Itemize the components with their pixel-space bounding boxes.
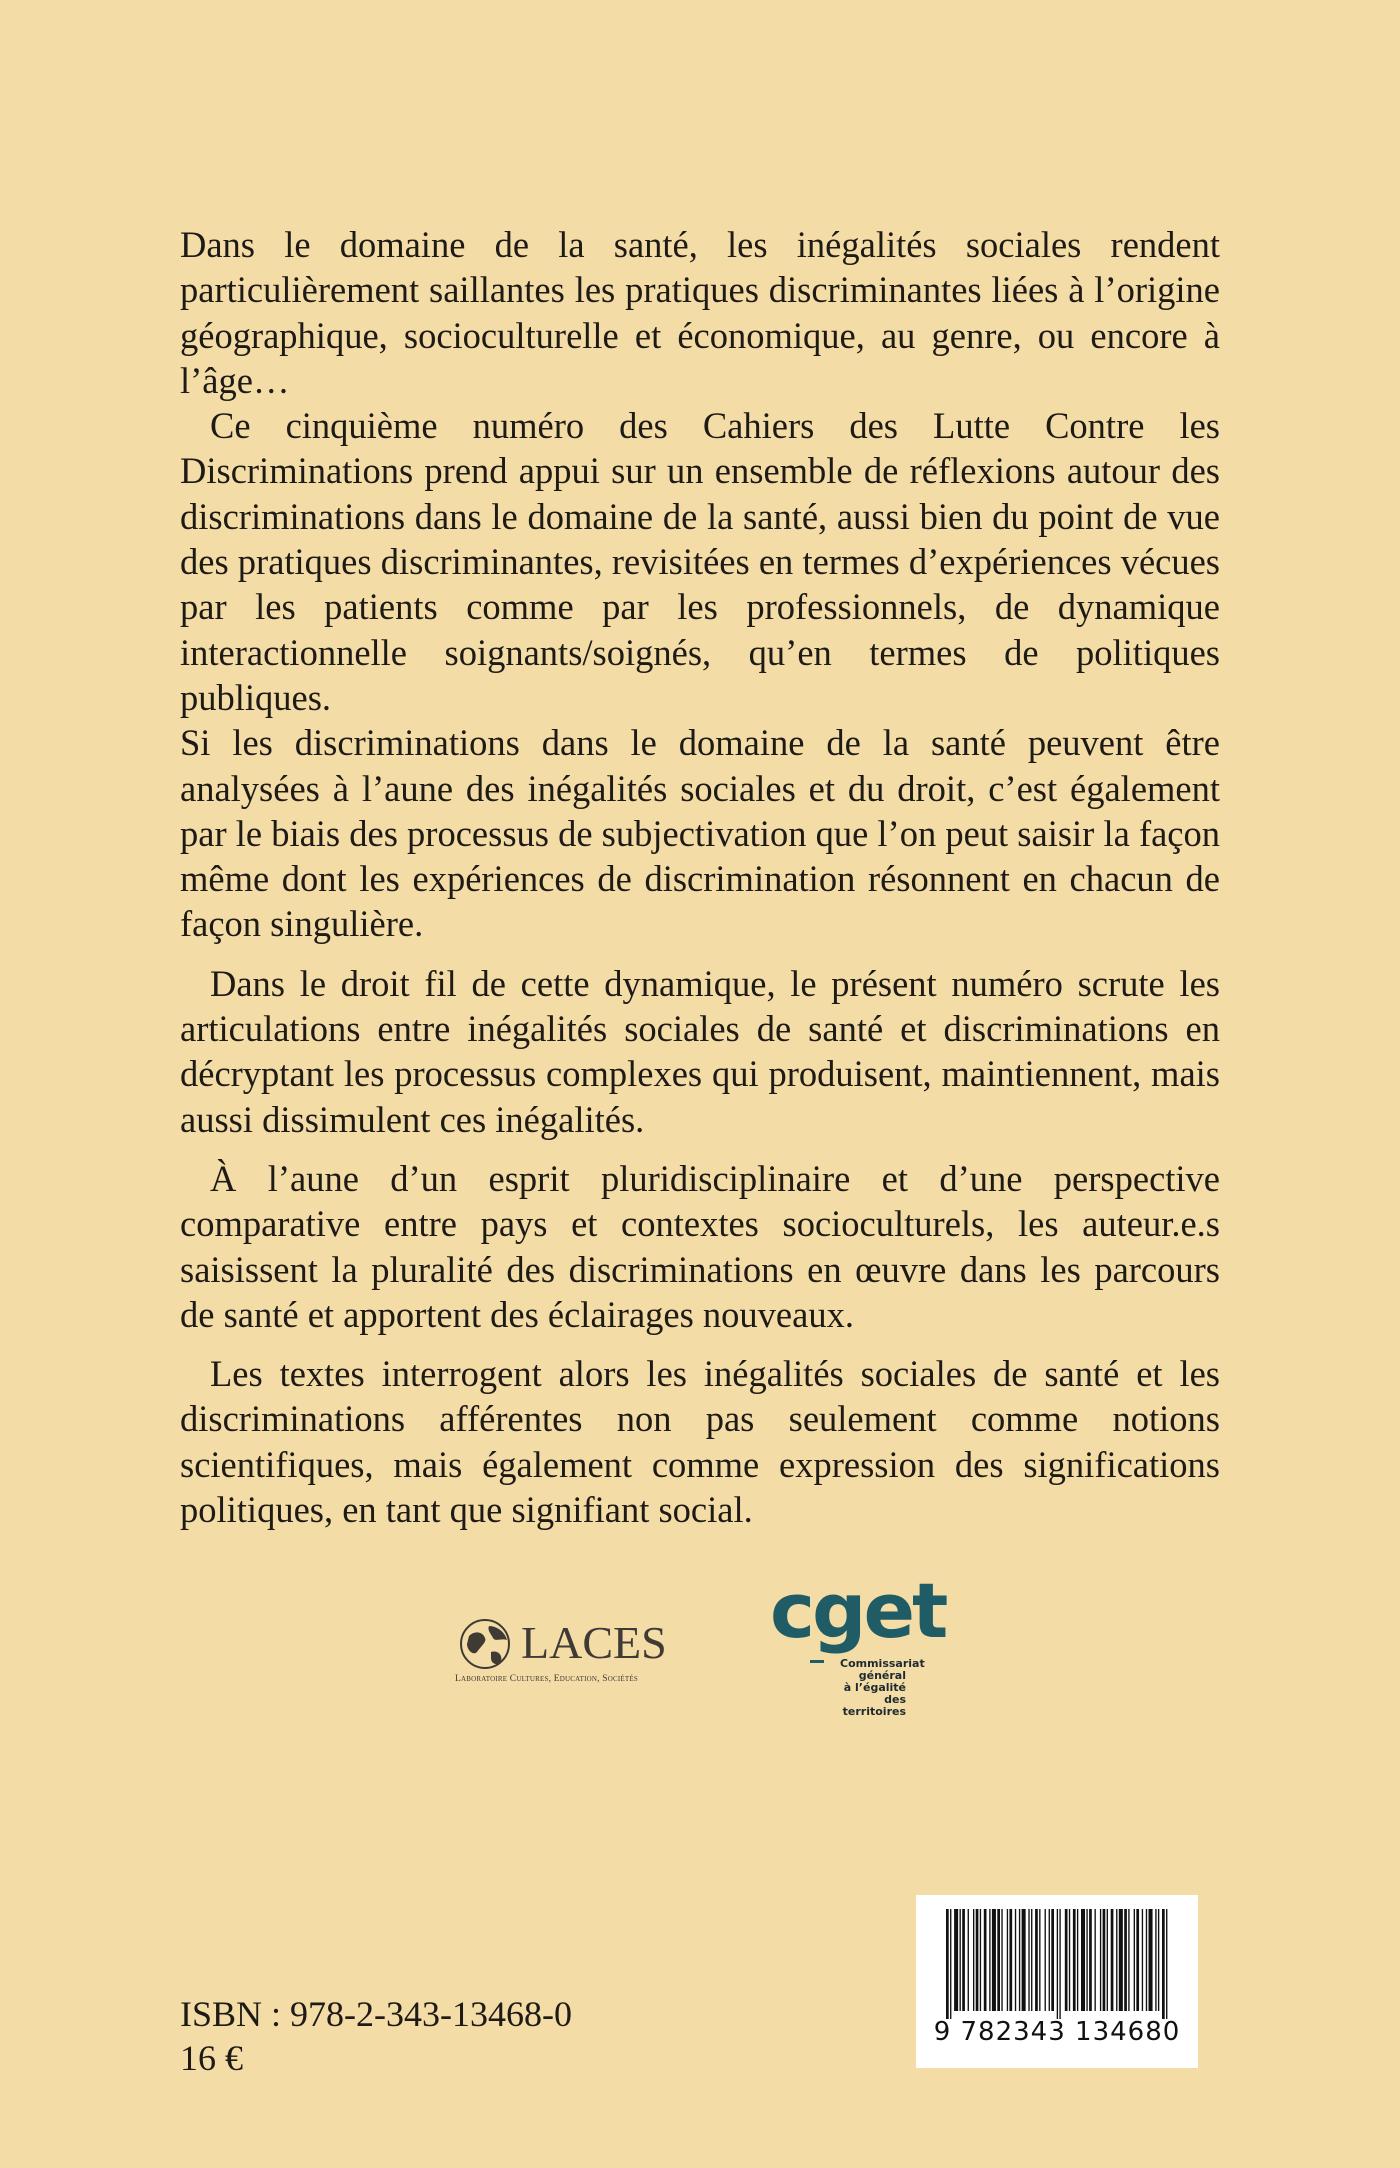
barcode-bars xyxy=(946,1909,1168,2019)
barcode-bar xyxy=(1039,1909,1040,2011)
barcode-bar xyxy=(1022,1909,1026,2011)
barcode-bar xyxy=(976,1909,979,2011)
paragraph-conclusion: Les textes interrogent alors les inégalités sociales de santé et les discriminations afférentes non pas seulement comme notions scientifiques, mais également comme expression des significations politiques, en tant que signifiant social. xyxy=(180,1353,1220,1531)
barcode-bar xyxy=(960,1909,961,2011)
cget-tagline-line: Commissariat xyxy=(840,1657,925,1670)
barcode-digits: 9 782343 134680 xyxy=(933,2017,1181,2047)
cget-tagline xyxy=(840,1657,925,1718)
price: 16 € xyxy=(180,2038,243,2078)
barcode-bar xyxy=(1142,1909,1143,2011)
cget-wordmark: cget xyxy=(770,1566,946,1655)
laces-logo xyxy=(455,1612,715,1692)
barcode-bar xyxy=(968,1909,969,2011)
barcode-bar xyxy=(1065,1909,1068,2011)
laces-name: LACES xyxy=(521,1617,667,1668)
barcode-bar xyxy=(1128,1909,1129,2011)
barcode-bar xyxy=(1051,1909,1054,2011)
barcode-bar xyxy=(1031,1909,1032,2011)
barcode-bar xyxy=(1035,1909,1038,2011)
paragraph-issue-description: Ce cinquième numéro des Cahiers des Lutte Contre les Discriminations prend appui sur un ensemble de réflexions autour des discriminations dans le domaine de la santé, aussi bien du point de vue des pratiques discriminantes, revisitées en termes d’expériences vécues par les patients comme par les professionnels, de dynamique interactionnelle soignants/soignés, qu’en termes de politiques publiques. xyxy=(180,405,1220,718)
barcode-bar xyxy=(954,1909,958,2011)
paragraph-pluridisciplinary: À l’aune d’un esprit pluridisciplinaire et d’une perspective comparative entre pays et contextes socioculturels, les auteur.e.s saisissent la pluralité des discriminations en œuvre dans les parcours de santé et apportent des éclairages nouveaux. xyxy=(180,1157,1220,1335)
barcode-bar xyxy=(962,1909,965,2011)
barcode-bar xyxy=(1057,1909,1058,2019)
barcode-bar xyxy=(1009,1909,1012,2011)
barcode-bar xyxy=(1007,1909,1008,2011)
barcode-bar xyxy=(973,1909,974,2011)
barcode-bar xyxy=(1081,1909,1085,2011)
barcode-bar xyxy=(997,1909,1000,2011)
globe-icon xyxy=(455,1612,519,1676)
barcode-bar xyxy=(984,1909,987,2011)
barcode-bar xyxy=(1116,1909,1117,2011)
barcode-bar xyxy=(1103,1909,1106,2011)
barcode-bar xyxy=(1111,1909,1114,2011)
paragraph-subjectivation: Si les discriminations dans le domaine de la santé peuvent être analysées à l’aune des inégalités sociales et du droit, c’est également par le biais des processus de subjectivation que l’on peut saisir la façon même dont les expériences de discrimination résonnent en chacun de façon singulière. xyxy=(180,722,1220,945)
barcode-bar xyxy=(1136,1909,1139,2011)
laces-subtitle: Laboratoire Cultures, Education, Sociétés xyxy=(455,1674,638,1684)
barcode-bar xyxy=(946,1909,949,2019)
barcode-bar xyxy=(950,1909,951,2019)
barcode-bar xyxy=(1095,1909,1096,2011)
barcode-bar xyxy=(1146,1909,1147,2011)
barcode-bar xyxy=(1134,1909,1135,2011)
barcode-bar xyxy=(1028,1909,1029,2011)
barcode-bar xyxy=(1086,1909,1087,2011)
barcode-bar xyxy=(1149,1909,1153,2011)
barcode-bar xyxy=(1089,1909,1092,2011)
barcode xyxy=(916,1895,1198,2068)
barcode-bar xyxy=(989,1909,990,2011)
barcode-bar xyxy=(1158,1909,1159,2011)
cget-logo xyxy=(770,1566,950,1718)
cget-tagline-line: à l’égalité xyxy=(843,1681,906,1694)
cget-tagline-line: des territoires xyxy=(842,1693,906,1718)
barcode-bar xyxy=(1162,1909,1165,2019)
paragraph-intro: Dans le domaine de la santé, les inégalités sociales rendent particulièrement saillantes les pratiques discriminantes liées à l’origine géographique, socioculturelle et économique, au genre, ou encore à l’âge… xyxy=(180,224,1220,401)
isbn-number: ISBN : 978-2-343-13468-0 xyxy=(180,1994,572,2034)
barcode-bar xyxy=(1015,1909,1016,2011)
back-cover-text xyxy=(180,222,1220,1546)
barcode-bar xyxy=(992,1909,996,2011)
barcode-bar xyxy=(1045,1909,1046,2011)
barcode-bar xyxy=(1155,1909,1156,2011)
barcode-bar xyxy=(980,1909,981,2011)
barcode-bar xyxy=(1107,1909,1108,2011)
cget-accent-bar xyxy=(810,1660,824,1663)
barcode-bar xyxy=(1100,1909,1101,2011)
barcode-bar xyxy=(1119,1909,1123,2011)
barcode-bar xyxy=(1049,1909,1050,2011)
barcode-bar xyxy=(1073,1909,1076,2011)
barcode-bar xyxy=(1077,1909,1078,2011)
barcode-bar xyxy=(1166,1909,1167,2019)
paragraph-articulations: Dans le droit fil de cette dynamique, le présent numéro scrute les articulations entre inégalités sociales de santé et discriminations en décryptant les processus complexes qui produisent, maintiennent, mais aussi dissimulent ces inégalités. xyxy=(180,962,1220,1140)
barcode-bar xyxy=(1059,1909,1060,2019)
barcode-bar xyxy=(1069,1909,1070,2011)
barcode-bar xyxy=(1019,1909,1020,2011)
cget-tagline-line: général xyxy=(858,1669,906,1682)
barcode-bar xyxy=(1001,1909,1002,2011)
barcode-bar xyxy=(1124,1909,1127,2011)
